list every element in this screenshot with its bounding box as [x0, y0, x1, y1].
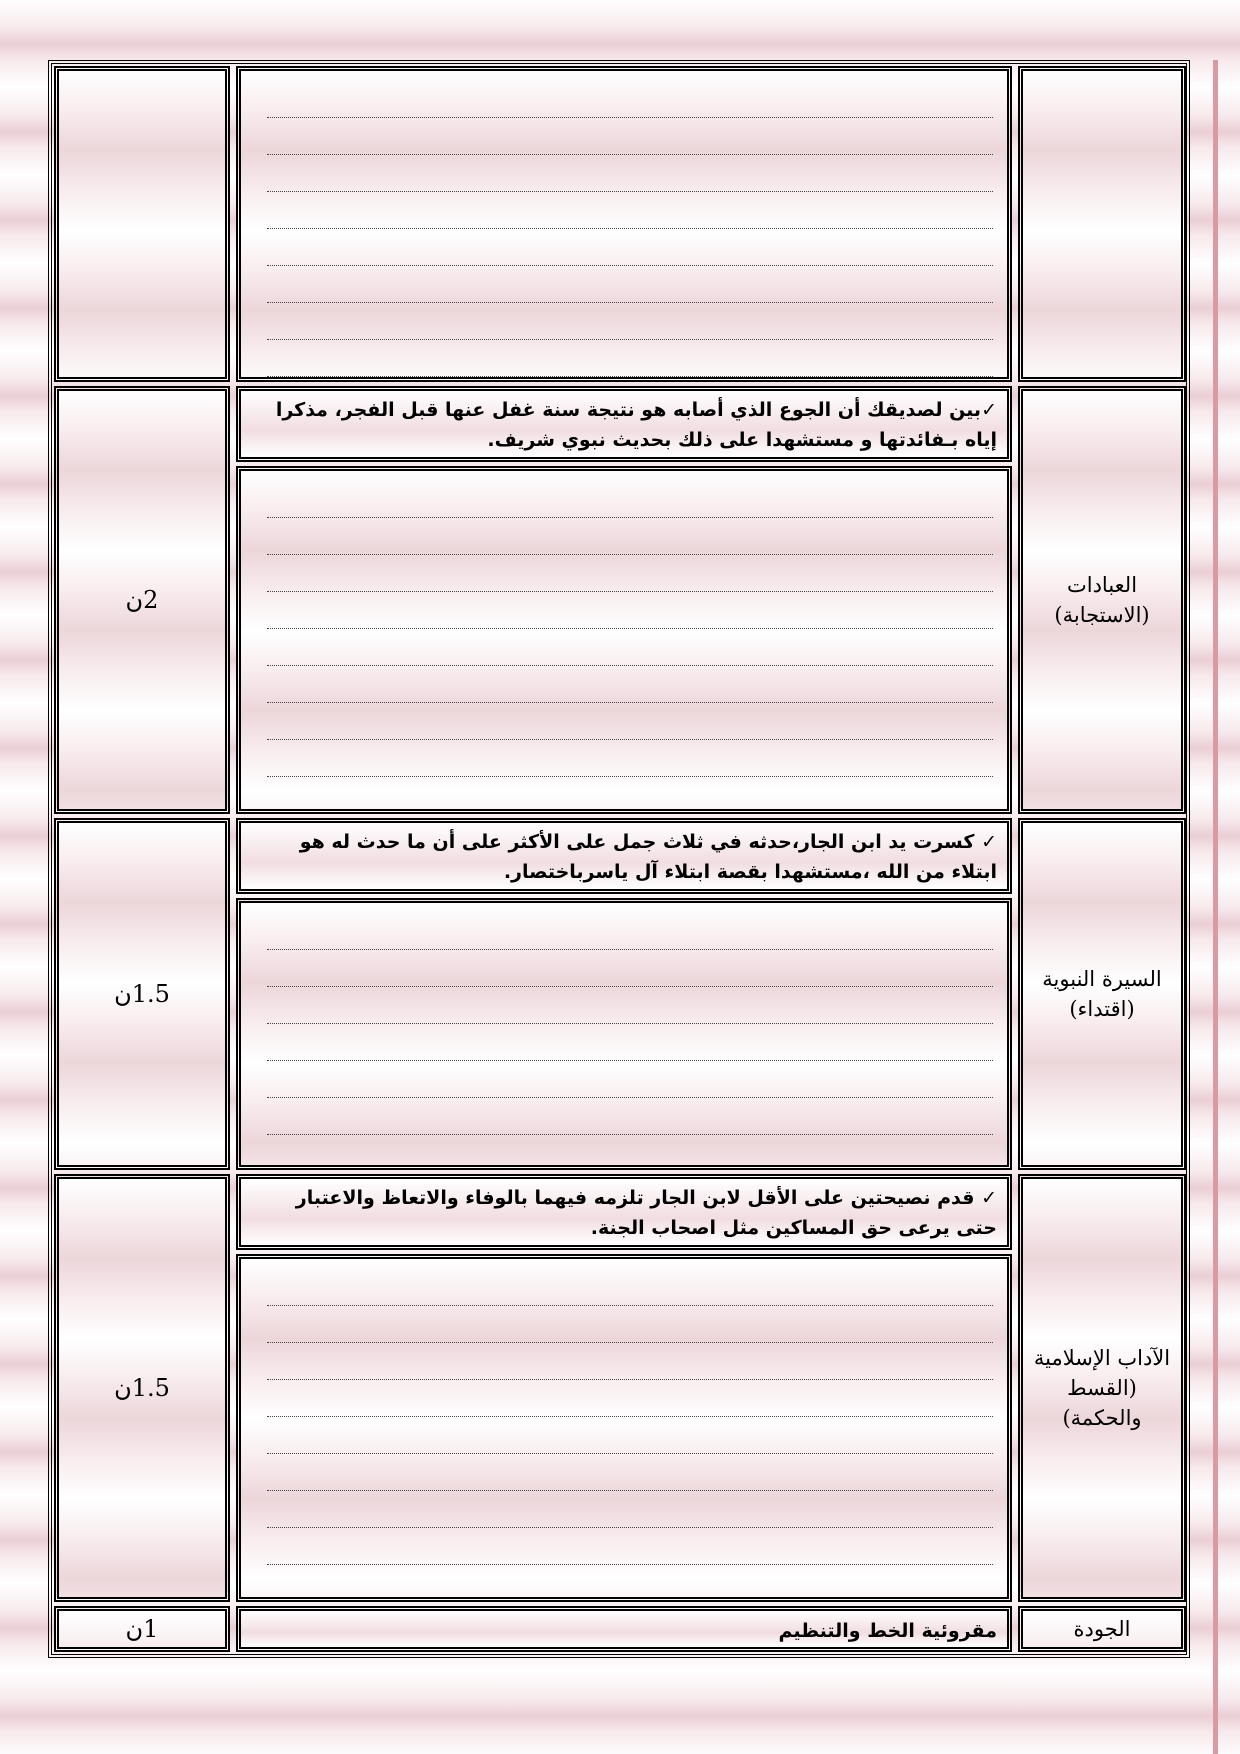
answer-line[interactable]: [267, 555, 993, 592]
question-cell-adab: [236, 1174, 1012, 1250]
question-cell-quality: [236, 1606, 1012, 1652]
answer-line[interactable]: [267, 950, 993, 987]
answer-area-ibadat[interactable]: [236, 466, 1012, 814]
topic-line: (اقتداء): [1069, 997, 1135, 1021]
answer-line[interactable]: [267, 1343, 993, 1380]
question-text: بين لصديقك أن الجوع الذي أصابه هو نتيجة سنة غفل عنها قبل الفجر، مذكرا إياه بـفائدتها و مستشهدا على ذلك بحديث نبوي شريف.: [275, 399, 997, 451]
topic-line: الآداب الإسلامية: [1033, 1346, 1171, 1370]
answer-line[interactable]: [267, 1269, 993, 1306]
answer-line[interactable]: [267, 703, 993, 740]
answer-line[interactable]: [267, 229, 993, 266]
answer-line[interactable]: [267, 155, 993, 192]
answer-line[interactable]: [267, 1024, 993, 1061]
question-text: قدم نصيحتين على الأقل لابن الجار تلزمه فيهما بالوفاء والاتعاظ والاعتبار حتى يرعى حق المساكين مثل اصحاب الجنة.: [295, 1187, 997, 1239]
answer-line[interactable]: [267, 740, 993, 777]
answer-line[interactable]: [267, 913, 993, 950]
page-margin-rule: [1213, 60, 1218, 1754]
answer-line[interactable]: [267, 481, 993, 518]
answer-line[interactable]: [267, 666, 993, 703]
topic-line: العبادات: [1066, 573, 1138, 597]
answer-line[interactable]: [267, 266, 993, 303]
question-cell-ibadat: [236, 386, 1012, 462]
answer-line[interactable]: [267, 1061, 993, 1098]
mark-cell-sira: 1.5ن: [54, 818, 230, 1170]
answer-line[interactable]: [267, 192, 993, 229]
answer-line[interactable]: [267, 629, 993, 666]
answer-line[interactable]: [267, 1491, 993, 1528]
check-icon: ✓: [981, 831, 997, 853]
answer-area-sira[interactable]: [236, 898, 1012, 1170]
topic-cell-sira: [1018, 818, 1186, 1170]
answer-line[interactable]: [267, 1454, 993, 1491]
mark-cell-quality: 1ن: [54, 1606, 230, 1652]
answer-line[interactable]: [267, 592, 993, 629]
mark-cell-adab: 1.5ن: [54, 1174, 230, 1602]
topic-cell-quality: الجودة: [1018, 1606, 1186, 1652]
topic-cell-ibadat: [1018, 386, 1186, 814]
answer-area-adab[interactable]: [236, 1254, 1012, 1602]
answer-line[interactable]: [267, 118, 993, 155]
answer-line[interactable]: [267, 1528, 993, 1565]
answer-line[interactable]: [267, 340, 993, 377]
answer-line[interactable]: [267, 1306, 993, 1343]
check-icon: ✓: [981, 399, 997, 421]
answer-line[interactable]: [267, 303, 993, 340]
mark-cell-0: [54, 66, 230, 382]
answer-line[interactable]: [267, 1417, 993, 1454]
topic-line: (القسط: [1067, 1376, 1137, 1400]
topic-cell-0: [1018, 66, 1186, 382]
answer-line[interactable]: [267, 1380, 993, 1417]
topic-line: (الاستجابة): [1054, 603, 1150, 627]
mark-cell-ibadat: 2ن: [54, 386, 230, 814]
check-icon: ✓: [981, 1187, 997, 1209]
topic-cell-adab: [1018, 1174, 1186, 1602]
answer-area-0[interactable]: [236, 66, 1012, 382]
answer-line[interactable]: [267, 1098, 993, 1135]
answer-line[interactable]: [267, 987, 993, 1024]
topic-line: والحكمة): [1062, 1406, 1142, 1430]
question-text: كسرت يد ابن الجار،حدثه في ثلاث جمل على الأكثر على أن ما حدث له هو ابتلاء من الله ،مستشهدا بقصة ابتلاء آل ياسرباختصار.: [299, 831, 997, 883]
question-cell-sira: [236, 818, 1012, 894]
answer-line[interactable]: [267, 81, 993, 118]
answer-line[interactable]: [267, 518, 993, 555]
question-text: مقروئية الخط والتنظيم: [778, 1620, 997, 1642]
topic-line: السيرة النبوية: [1042, 967, 1162, 991]
